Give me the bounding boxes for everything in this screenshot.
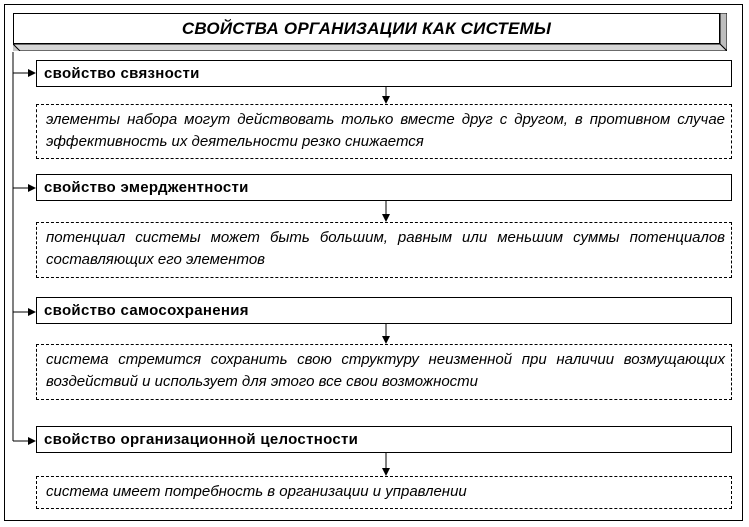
description-box-self-preservation: система стремится сохранить свою структуру неизменной при наличии возмущающих воздействий и использует для этого все свои возможности	[36, 344, 732, 400]
title-box	[13, 13, 727, 51]
description-box-emergence: потенциал системы может быть большим, равным или меньшим суммы потенциалов составляющих его элементов	[36, 222, 732, 278]
description-box-connectivity: элементы набора могут действовать только вместе друг с другом, в противном случае эффективность их деятельности резко снижается	[36, 104, 732, 159]
property-box-connectivity: свойство связности	[36, 60, 732, 87]
property-box-organizational-integrity: свойство организационной целостности	[36, 426, 732, 453]
diagram-title: СВОЙСТВА ОРГАНИЗАЦИИ КАК СИСТЕМЫ	[13, 13, 720, 44]
description-box-organizational-integrity: система имеет потребность в организации и управлении	[36, 476, 732, 509]
property-box-self-preservation: свойство самосохранения	[36, 297, 732, 324]
property-box-emergence: свойство эмерджентности	[36, 174, 732, 201]
